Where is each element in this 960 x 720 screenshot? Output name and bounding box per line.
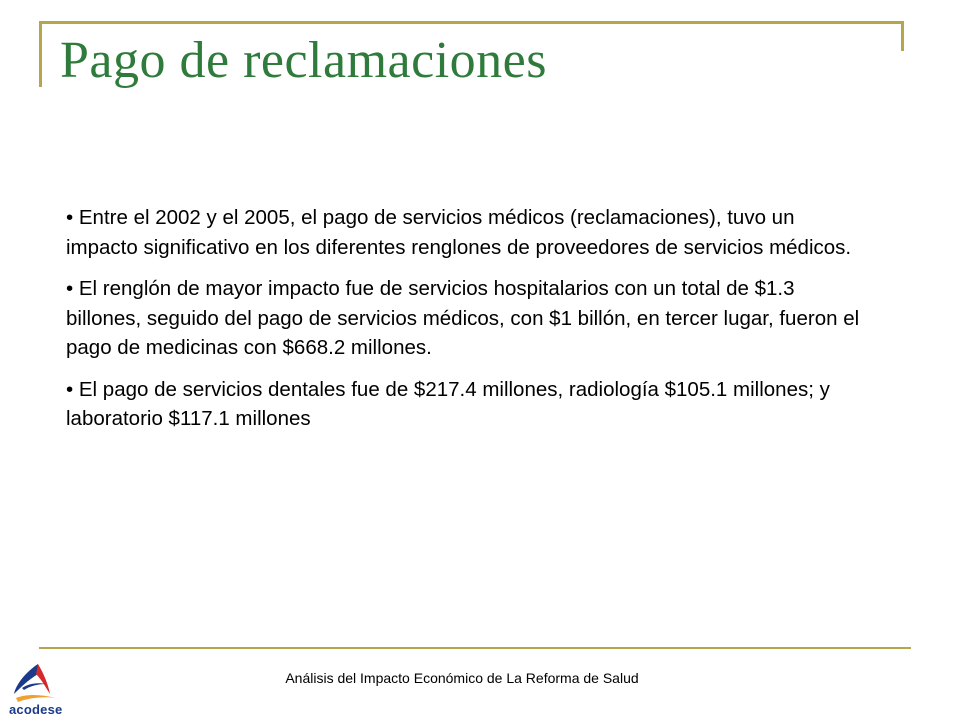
bullet-item-1: • Entre el 2002 y el 2005, el pago de servicios médicos (reclamaciones), tuvo un impacto significativo en los diferentes renglones de proveedores de servicios médicos. bbox=[66, 206, 852, 259]
frame-left-border bbox=[39, 21, 42, 87]
slide-title: Pago de reclamaciones bbox=[60, 32, 547, 89]
frame-right-border bbox=[901, 21, 904, 51]
frame-top-border bbox=[39, 21, 904, 24]
bullet-list bbox=[66, 203, 866, 446]
logo-text: acodese bbox=[9, 702, 63, 717]
slide-footer bbox=[0, 670, 920, 686]
footer-text: Análisis del Impacto Económico de La Reforma de Salud bbox=[285, 670, 639, 686]
footer-divider bbox=[39, 647, 911, 649]
bullet-item-3: • El pago de servicios dentales fue de $217.4 millones, radiología $105.1 millones; y laboratorio $117.1 millones bbox=[66, 377, 830, 430]
bullet-item-2: • El renglón de mayor impacto fue de servicios hospitalarios con un total de $1.3 billones, seguido del pago de servicios médicos, con $1 billón, en tercer lugar, fueron el pago de medicinas con $668.2 millones. bbox=[66, 277, 860, 359]
